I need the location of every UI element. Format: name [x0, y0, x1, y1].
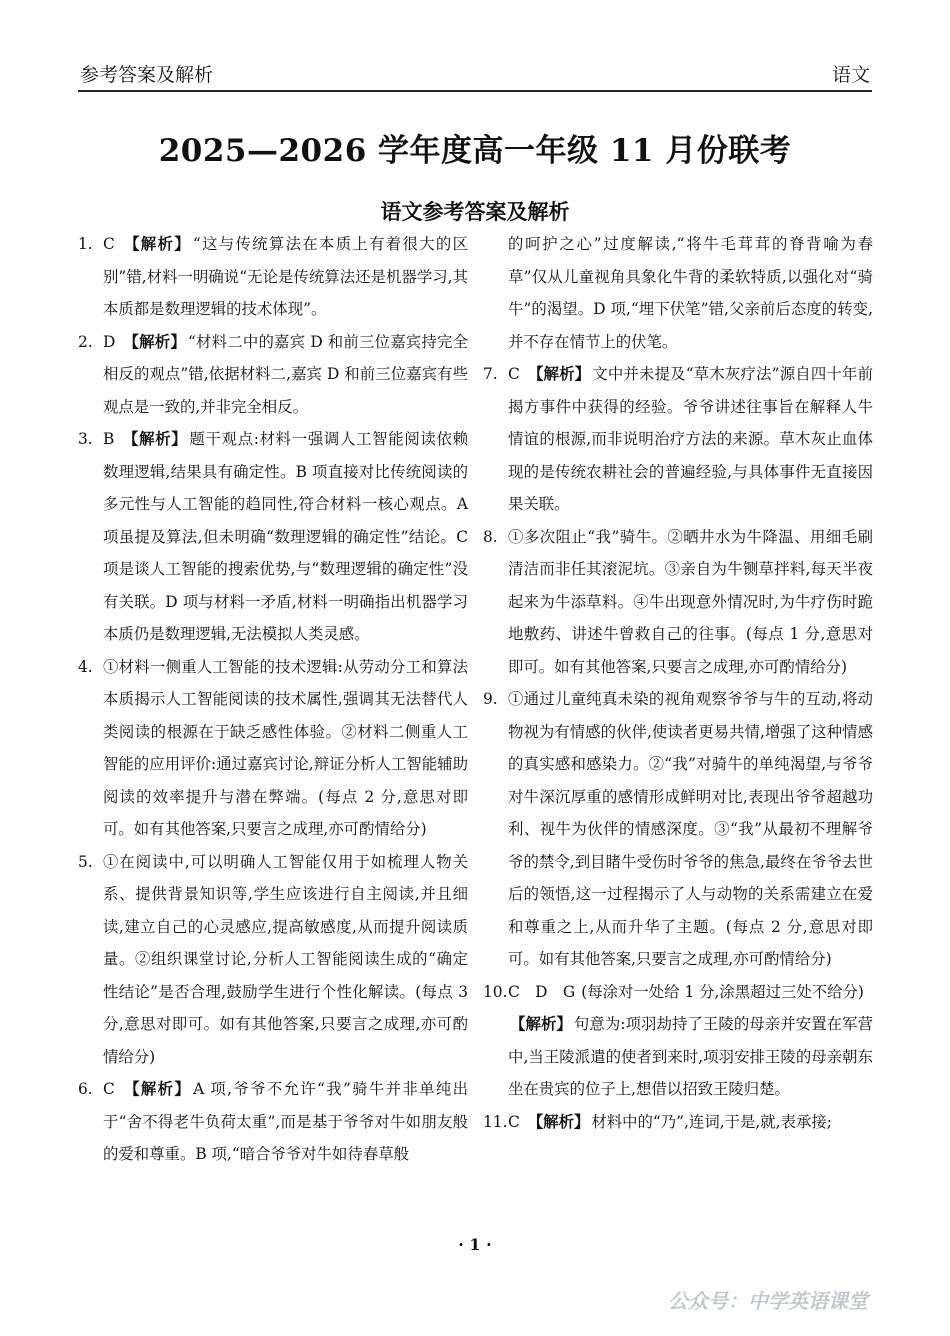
header-divider	[78, 90, 872, 92]
analysis-tag: 【解析】	[122, 235, 191, 253]
item-number: 4.	[78, 657, 93, 676]
answer-item	[483, 521, 873, 684]
item-number: 1.	[78, 235, 93, 253]
item-text: A 项,爷爷不允许“我”骑牛并非单纯出于“舍不得老牛负荷太重”,而是基于爷爷对牛如朋友般的爱和尊重。B 项,“暗合爷爷对牛如待春草般	[103, 1080, 468, 1163]
answer-item	[78, 228, 468, 326]
answer-item	[78, 846, 468, 1074]
page-subtitle: 语文参考答案及解析	[380, 199, 570, 224]
item-text: ①多次阻止“我”骑牛。②晒井水为牛降温、用细毛刷清洁而非任其滚泥坑。③亲自为牛铡草拌料,每天半夜起来为牛添草料。④牛出现意外情况时,为牛疗伤时跪地敷药、讲述牛曾救自己的往事。(每点 1 分,意思对即可。如有其他答案,只要言之成理,亦可酌情给分)	[508, 527, 873, 676]
item-number: 7.	[483, 365, 498, 383]
item-text: 材料中的“乃”,连词,于是,就,表承接;	[591, 1112, 832, 1131]
answer-item	[78, 423, 468, 651]
item-text: 题干观点:材料一强调人工智能阅读依赖数理逻辑,结果具有确定性。B 项直接对比传统阅读的多元性与人工智能的趋同性,符合材料一核心观点。A 项虽提及算法,但未明确“数理逻辑的确定性”结论。C 项是谈人工智能的搜索优势,与“数理逻辑的确定性”没有关联。D 项与材料一矛盾,材料一明确指出机器学习本质仍是数理逻辑,无法模拟人类灵感。	[103, 430, 468, 643]
page-title: 2025—2026 学年度高一年级 11 月份联考	[158, 133, 792, 169]
answer-item	[78, 651, 468, 846]
item-text: (每涂对一处给 1 分,涂黑超过三处不给分)	[581, 982, 864, 1001]
item-text: 句意为:项羽劫持了王陵的母亲并安置在军营中,当王陵派遣的使者到来时,项羽安排王陵的母亲朝东坐在贵宾的位子上,想借以招致王陵归楚。	[508, 1015, 873, 1098]
item-number: 3.	[78, 430, 93, 448]
item-text: ①在阅读中,可以明确人工智能仅用于如梳理人物关系、提供背景知识等,学生应该进行自主阅读,并且细读,建立自己的心灵感应,提高敏感度,从而提升阅读质量。②组织课堂讨论,分析人工智能阅读生成的“确定性结论”是否合理,鼓励学生进行个性化解读。(每点 3 分,意思对即可。如有其他答案,只要言之成理,亦可酌情给分)	[103, 852, 468, 1066]
page-number: · 1 ·	[458, 1235, 492, 1254]
item-number: 10.	[483, 982, 508, 1001]
item-answer: D	[103, 332, 116, 351]
item-number: 2.	[78, 332, 93, 351]
answer-item	[78, 1073, 468, 1171]
answer-item	[78, 326, 468, 424]
item-answer: C	[103, 1080, 115, 1098]
analysis-tag: 【解析】	[122, 1080, 192, 1098]
header-subject-label: 语文	[831, 64, 870, 86]
analysis-tag: 【解析】	[122, 430, 188, 448]
watermark: 公众号：中学英语课堂	[668, 1289, 868, 1313]
analysis-tag: 【解析】	[527, 365, 591, 383]
item-number: 8.	[483, 527, 498, 546]
item-answer: B	[103, 430, 115, 448]
left-column	[78, 228, 468, 1171]
answer-item	[483, 976, 873, 1009]
item-answer: C D G	[508, 982, 576, 1001]
item-number: 6.	[78, 1080, 93, 1098]
header-left-label: 参考答案及解析	[80, 64, 214, 86]
item-answer: C	[508, 365, 520, 383]
item-answer: C	[508, 1112, 520, 1131]
analysis-tag: 【解析】	[510, 1015, 572, 1033]
item-number: 9.	[483, 690, 498, 708]
item-text: 文中并未提及“草木灰疗法”源自四十年前揭方事件中获得的经验。爷爷讲述往事旨在解释人牛情谊的根源,而非说明治疗方法的来源。草木灰止血体现的是传统农耕社会的普遍经验,与具体事件无直接因果关联。	[508, 365, 873, 513]
item-text: “材料二中的嘉宾 D 和前三位嘉宾持完全相反的观点”错,依据材料二,嘉宾 D 和前三位嘉宾有些观点是一致的,并非完全相反。	[103, 332, 468, 416]
analysis-tag: 【解析】	[527, 1112, 590, 1131]
item-text: ①通过儿童纯真未染的视角观察爷爷与牛的互动,将动物视为有情感的伙伴,使读者更易共情,增强了这种情感的真实感和感染力。②“我”对骑牛的单纯渴望,与爷爷对牛深沉厚重的感情形成鲜明对比,表现出爷爷超越功利、视牛为伙伴的情感深度。③“我”从最初不理解爷爷的禁令,到目睹牛受伤时爷爷的焦急,最终在爷爷去世后的领悟,这一过程揭示了人与动物的关系需建立在爱和尊重之上,从而升华了主题。(每点 2 分,意思对即可。如有其他答案,只要言之成理,亦可酌情给分)	[508, 690, 873, 968]
item-number: 11.	[483, 1112, 508, 1131]
item-text: “这与传统算法在本质上有着很大的区别”错,材料一明确说“无论是传统算法还是机器学习,其本质都是数理逻辑的技术体现”。	[103, 235, 468, 318]
item-text: ①材料一侧重人工智能的技术逻辑:从劳动分工和算法本质揭示人工智能阅读的技术属性,强调其无法替代人类阅读的根源在于缺乏感性体验。②材料二侧重人工智能的应用评价:通过嘉宾讨论,辩证分析人工智能辅助阅读的效率提升与潜在弊端。(每点 2 分,意思对即可。如有其他答案,只要言之成理,亦可酌情给分)	[103, 657, 468, 838]
right-column	[483, 228, 873, 1138]
item-text: 的呵护之心”过度解读,“将牛毛茸茸的脊背喻为春草”仅从儿童视角具象化牛背的柔软特质,以强化对“骑牛”的渴望。D 项,“埋下伏笔”错,父亲前后态度的转变,并不存在情节上的伏笔。	[508, 235, 873, 351]
analysis-tag: 【解析】	[123, 332, 186, 351]
item-answer: C	[103, 235, 115, 253]
answer-item-continued	[483, 228, 873, 358]
item-number: 5.	[78, 852, 93, 871]
answer-item-analysis	[483, 1008, 873, 1106]
answer-item	[483, 1106, 873, 1139]
answer-item	[483, 683, 873, 976]
answer-item	[483, 358, 873, 521]
